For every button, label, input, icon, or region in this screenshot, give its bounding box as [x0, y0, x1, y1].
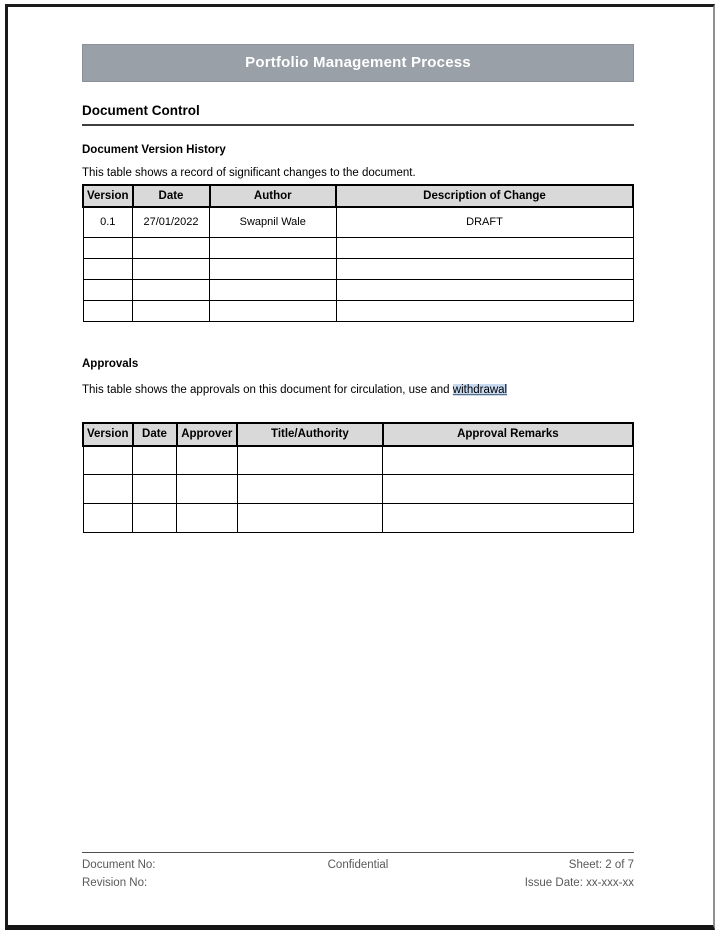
- column-header: Author: [210, 185, 337, 207]
- document-no-label: Document No:: [82, 859, 156, 871]
- column-header: Description of Change: [336, 185, 633, 207]
- table-cell: [383, 475, 633, 504]
- table-cell: [237, 475, 383, 504]
- table-cell: [210, 258, 337, 279]
- column-header: Date: [133, 185, 210, 207]
- approvals-description-text: This table shows the approvals on this document for circulation, use and: [82, 383, 453, 396]
- table-cell: Swapnil Wale: [210, 207, 337, 237]
- table-cell: [336, 300, 633, 321]
- column-header: Approval Remarks: [383, 423, 633, 446]
- table-cell: [336, 279, 633, 300]
- column-header: Title/Authority: [237, 423, 383, 446]
- document-control-heading: Document Control: [82, 103, 634, 126]
- version-history-description: This table shows a record of significant changes to the document.: [82, 167, 416, 179]
- table-cell: [210, 300, 337, 321]
- column-header: Date: [133, 423, 177, 446]
- column-header: Version: [83, 423, 133, 446]
- approvals-heading: Approvals: [82, 357, 139, 370]
- revision-no-label: Revision No:: [82, 877, 148, 889]
- table-cell: [83, 475, 133, 504]
- table-row: [83, 446, 633, 475]
- table-cell: [177, 475, 238, 504]
- table-cell: [177, 446, 238, 475]
- page-content: [82, 0, 634, 533]
- withdrawal-highlighted-word: withdrawal: [452, 383, 508, 396]
- table-row: [83, 237, 633, 258]
- footer-left-block: [82, 856, 272, 892]
- table-cell: [133, 446, 177, 475]
- table-cell: DRAFT: [336, 207, 633, 237]
- table-row: [83, 300, 633, 321]
- footer-right-block: [444, 856, 634, 892]
- table-cell: 27/01/2022: [133, 207, 210, 237]
- version-history-heading: Document Version History: [82, 144, 226, 156]
- table-cell: [210, 279, 337, 300]
- table-cell: [336, 258, 633, 279]
- table-row: [83, 475, 633, 504]
- table-cell: [83, 258, 133, 279]
- page-footer: [82, 852, 634, 892]
- table-cell: [383, 504, 633, 533]
- document-title: Portfolio Management Process: [245, 54, 471, 71]
- table-cell: [133, 300, 210, 321]
- approvals-table: [82, 422, 634, 534]
- table-cell: [83, 504, 133, 533]
- column-header: Version: [83, 185, 133, 207]
- table-cell: [336, 237, 633, 258]
- table-cell: [83, 237, 133, 258]
- table-cell: [83, 279, 133, 300]
- table-cell: [383, 446, 633, 475]
- table-header-row: [83, 423, 633, 446]
- approvals-description: [82, 384, 634, 396]
- table-cell: [210, 237, 337, 258]
- table-cell: [83, 300, 133, 321]
- table-cell: [133, 279, 210, 300]
- table-cell: [237, 446, 383, 475]
- version-history-table: [82, 184, 634, 322]
- table-cell: [177, 504, 238, 533]
- table-row: [83, 207, 633, 237]
- footer-center-block: [272, 856, 445, 892]
- column-header: Approver: [177, 423, 238, 446]
- issue-date-label: Issue Date: xx-xxx-xx: [524, 877, 634, 889]
- table-cell: [133, 258, 210, 279]
- table-header-row: [83, 185, 633, 207]
- table-row: [83, 279, 633, 300]
- sheet-number-label: Sheet: 2 of 7: [568, 859, 634, 871]
- table-cell: [133, 237, 210, 258]
- table-cell: 0.1: [83, 207, 133, 237]
- table-row: [83, 258, 633, 279]
- table-cell: [237, 504, 383, 533]
- confidential-label: Confidential: [327, 859, 389, 871]
- table-cell: [133, 475, 177, 504]
- document-title-bar: [82, 44, 634, 82]
- table-row: [83, 504, 633, 533]
- table-cell: [83, 446, 133, 475]
- table-cell: [133, 504, 177, 533]
